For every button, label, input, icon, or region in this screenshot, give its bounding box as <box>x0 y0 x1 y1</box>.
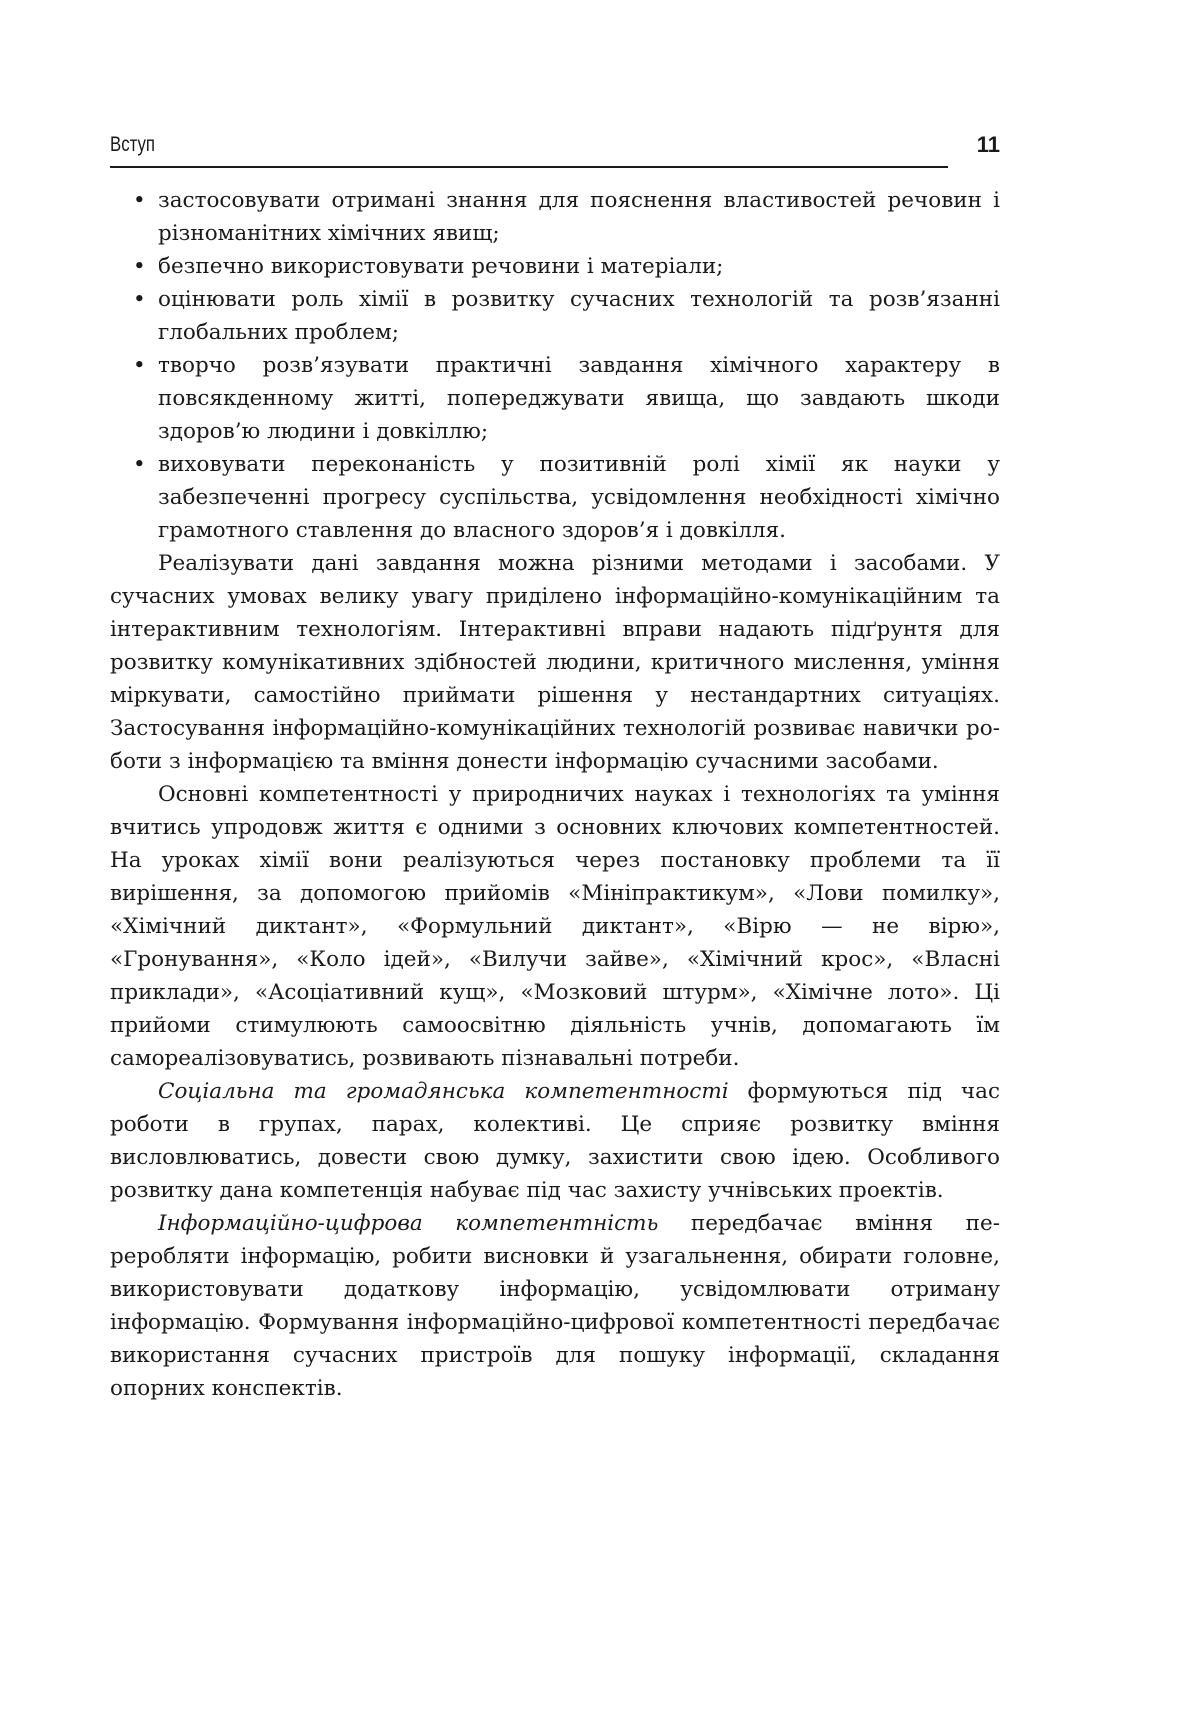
list-item-text: виховувати переконаність у позитивній ролі хімії як науки у забезпеченні прогресу суспільства, усвідомлення необхідності хімічно грамотного ставлення до власного здоров’я і довкілля. <box>158 452 1000 543</box>
list-item-text: творчо розв’язувати практичні завдання хімічного характеру в повсякденному житті, попереджувати явища, що завдають шкоди здоров’ю людини і довкіллю; <box>158 353 1000 444</box>
paragraph-social-competence <box>110 1075 1000 1207</box>
list-item <box>110 283 1000 349</box>
bullet-icon: • <box>133 353 146 378</box>
italic-term: Соціальна та громадянська компетентності <box>158 1079 729 1104</box>
paragraph-digital-competence <box>110 1207 1000 1405</box>
page-body <box>110 184 1000 1405</box>
page-number: 11 <box>976 132 1000 157</box>
italic-term: Інформаційно-цифрова компетентність <box>158 1211 659 1236</box>
header-rule <box>110 166 948 168</box>
bullet-icon: • <box>133 287 146 312</box>
list-item-text: оцінювати роль хімії в розвитку сучасних технологій та розв’язанні глобальних проблем; <box>158 287 1000 345</box>
bullet-icon: • <box>133 452 146 477</box>
paragraph-text: формуються під час роботи в групах, парах, колективі. Це сприяє розвитку вміння висловлюватись, довести свою думку, захистити свою ідею. Особливого розвитку дана компетенція набуває під час захисту учнівських проектів. <box>110 1079 1000 1203</box>
list-item-text: безпечно використовувати речовини і матеріали; <box>158 254 724 279</box>
list-item-text: застосовувати отримані знання для пояснення властивостей речовин і різноманітних хімічних явищ; <box>158 188 1000 246</box>
bullet-icon: • <box>133 254 146 279</box>
list-item <box>110 448 1000 547</box>
paragraph-text: передбачає вміння переробляти інформацію, робити висновки й узагальнення, обирати головне, використовувати додаткову інформацію, усвідомлювати отриману інформацію. Формування інформаційно-цифрової компетентності передбачає використання сучасних пристроїв для пошуку інформації, складання опорних конспектів. <box>110 1211 1000 1401</box>
running-header <box>110 132 1000 166</box>
list-item <box>110 250 1000 283</box>
section-title: Вступ <box>110 133 155 156</box>
list-item <box>110 184 1000 250</box>
bullet-icon: • <box>133 188 146 213</box>
objectives-list <box>110 184 1000 547</box>
paragraph-methods: Реалізувати дані завдання можна різними методами і засобами. У сучасних умовах велику увагу приділено інформаційно-комунікаційним та інтерактивним технологіям. Інтерактивні вправи надають підґрунтя для розвитку комунікативних здібностей людини, критичного мислення, уміння міркувати, самостійно приймати рішення у нестандартних ситуаціях. Застосування інформаційно-комунікаційних технологій розвиває навички роботи з інформацією та вміння донести інформацію сучасними засобами. <box>110 551 1000 774</box>
list-item <box>110 349 1000 448</box>
paragraph-key-competences: Основні компетентності у природничих науках і технологіях та уміння вчитись упродовж життя є одними з основних ключових компетентностей. На уроках хімії вони реалізуються через постановку проблеми та її вирішення, за допомогою прийомів «Мініпрактикум», «Лови помилку», «Хімічний диктант», «Формульний диктант», «Вірю — не вірю», «Гронування», «Коло ідей», «Вилучи зайве», «Хімічний крос», «Власні приклади», «Асоціативний кущ», «Мозковий штурм», «Хімічне лото». Ці прийоми стимулюють самоосвітню діяльність учнів, допомагають їм самореалізовуватись, розвивають пізнавальні потреби. <box>110 782 1000 1071</box>
